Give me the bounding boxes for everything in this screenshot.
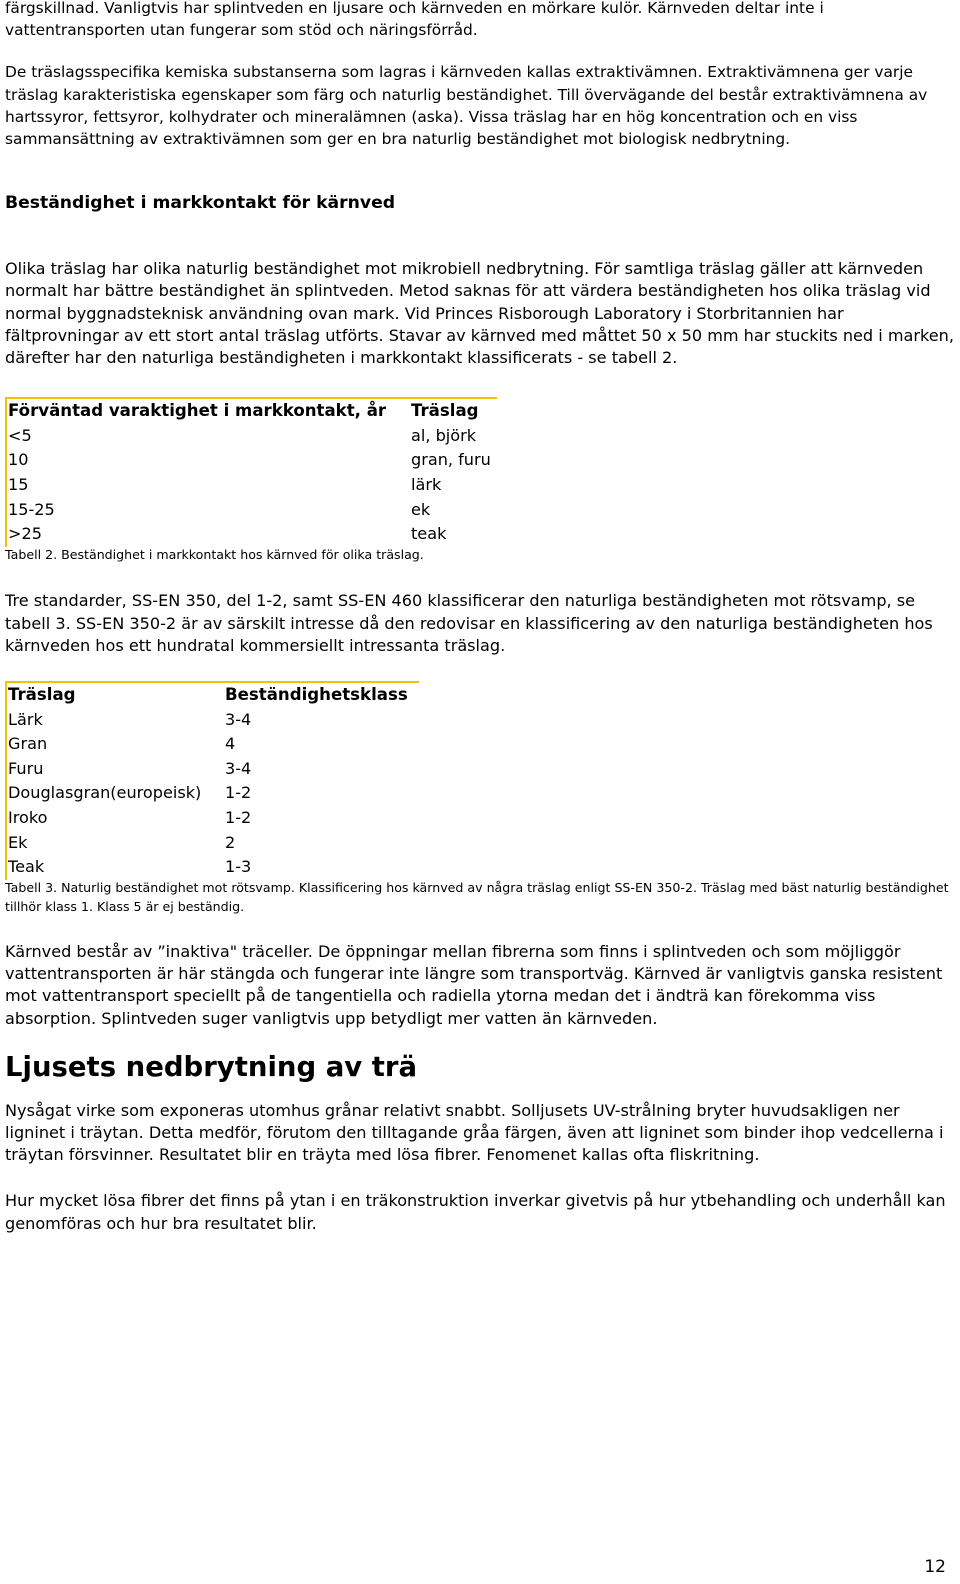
table-rot-resistance xyxy=(5,681,419,880)
table-header-row xyxy=(7,683,419,708)
section-heading-durability: Beständighet i markkontakt för kärnved xyxy=(5,193,396,214)
intro-paragraph-2: De träslagsspecifika kemiska substanserna som lagras i kärnveden kallas extraktivämnen. Extraktivämnena ger varje träslag karakteristiska egenskaper som färg och naturlig beständighet. Till övervägande del består extraktivämnena av hartssyror, fettsyror, kolhydrater och mineralämnen (aska). Vissa träslag har en hög koncentration och en viss sammansättning av extraktivämnen som ger en bra naturlig beständighet mot biologisk nedbrytning. xyxy=(5,63,928,149)
table-cell: al, björk xyxy=(411,425,477,445)
table-cell: >25 xyxy=(8,524,42,544)
table-row xyxy=(7,424,497,449)
table-cell: 1-2 xyxy=(225,783,252,803)
table-cell: 2 xyxy=(225,832,236,852)
table-cell: Lärk xyxy=(8,709,43,729)
table-header-row xyxy=(7,399,497,424)
table-cell: Ek xyxy=(8,832,28,852)
table-cell: 15 xyxy=(8,475,29,495)
table-cell: teak xyxy=(411,524,447,544)
table-cell: 3-4 xyxy=(225,709,252,729)
table-row xyxy=(7,522,497,547)
table-cell: 15-25 xyxy=(8,499,55,519)
light-paragraph-1: Nysågat virke som exponeras utomhus grånar relativt snabbt. Solljusets UV-strålning bryter huvudsakligen ner ligninet i träytan. Detta medför, förutom den tilltagande gråa färgen, även att ligninet som binder ihop vedcellerna i träytan försvinner. Resultatet blir en träyta med lösa fibrer. Fenomenet kallas ofta fliskritning. xyxy=(5,1100,944,1165)
table-row xyxy=(7,855,419,880)
table-row xyxy=(7,448,497,473)
table-header-cell: Beständighetsklass xyxy=(225,685,408,704)
durability-paragraph-2: Tre standarder, SS-EN 350, del 1-2, samt SS-EN 460 klassificerar den naturliga beständigheten mot rötsvamp, se tabell 3. SS-EN 350-2 är av särskilt intresse då den redovisar en klassificering av den naturliga beständigheten hos kärnveden hos ett hundratal kommersiellt intressanta träslag. xyxy=(5,591,933,655)
table-row xyxy=(7,473,497,498)
document-page xyxy=(5,0,955,1235)
table-cell: 3-4 xyxy=(225,758,252,778)
section-heading-light-degradation: Ljusets nedbrytning av trä xyxy=(5,1050,418,1083)
table-row xyxy=(7,732,419,757)
table-cell: <5 xyxy=(8,425,32,445)
table-row xyxy=(7,708,419,733)
page-number: 12 xyxy=(924,1557,946,1577)
durability-paragraph-1: Olika träslag har olika naturlig beständighet mot mikrobiell nedbrytning. För samtliga träslag gäller att kärnveden normalt har bättre beständighet än splintveden. Metod saknas för att värdera beständigheten hos olika träslag vid normal byggnadsteknisk användning ovan mark. Vid Princes Risborough Laboratory i Storbritannien har fältprovningar av ett stort antal träslag utförts. Stavar av kärnved med måttet 50 x 50 mm har stuckits ned i marken, därefter har den naturliga beständigheten i markkontakt klassificerats - se tabell 2. xyxy=(5,259,954,368)
table-header-cell: Träslag xyxy=(8,685,76,704)
table-cell: Gran xyxy=(8,734,48,754)
table-row xyxy=(7,806,419,831)
intro-paragraph-1: färgskillnad. Vanligtvis har splintveden en ljusare och kärnveden en mörkare kulör. Kärnveden deltar inte i vattentransporten utan fungerar som stöd och näringsförråd. xyxy=(5,0,824,40)
table-row xyxy=(7,757,419,782)
table-header-cell: Förväntad varaktighet i markkontakt, år xyxy=(8,401,387,421)
table-ground-contact xyxy=(5,397,497,547)
table-cell: Iroko xyxy=(8,807,48,827)
light-paragraph-2: Hur mycket lösa fibrer det finns på ytan i en träkonstruktion inverkar givetvis på hur ytbehandling och underhåll kan genomföras och hur bra resultatet blir. xyxy=(5,1191,946,1233)
table-cell: 1-2 xyxy=(225,807,252,827)
table-2-caption: Tabell 2. Beständighet i markkontakt hos kärnved för olika träslag. xyxy=(5,546,424,562)
table-row xyxy=(7,781,419,806)
table-row xyxy=(7,498,497,523)
table-cell: lärk xyxy=(411,475,442,495)
table-row xyxy=(7,831,419,856)
table-cell: Furu xyxy=(8,758,44,778)
table-cell: 1-3 xyxy=(225,857,252,877)
table-header-cell: Träslag xyxy=(411,401,479,421)
durability-paragraph-3: Kärnved består av ”inaktiva" träceller. De öppningar mellan fibrerna som finns i splintveden och som möjliggör vattentransporten är här stängda och fungerar inte längre som transportväg. Kärnved är vanligtvis ganska resistent mot vattentransport speciellt på de tangentiella och radiella ytorna medan det i ändträ kan förekomma viss absorption. Splintveden suger vanligtvis upp betydligt mer vatten än kärnveden. xyxy=(5,941,943,1028)
table-cell: 4 xyxy=(225,734,236,754)
table-cell: 10 xyxy=(8,450,29,470)
table-cell: Douglasgran(europeisk) xyxy=(8,783,202,803)
table-cell: Teak xyxy=(8,857,45,877)
table-3-caption: Tabell 3. Naturlig beständighet mot rötsvamp. Klassificering hos kärnved av några träslag enligt SS-EN 350-2. Träslag med bäst naturlig beständighet tillhör klass 1. Klass 5 är ej beständig. xyxy=(5,879,949,915)
table-cell: gran, furu xyxy=(411,450,491,470)
table-cell: ek xyxy=(411,499,431,519)
